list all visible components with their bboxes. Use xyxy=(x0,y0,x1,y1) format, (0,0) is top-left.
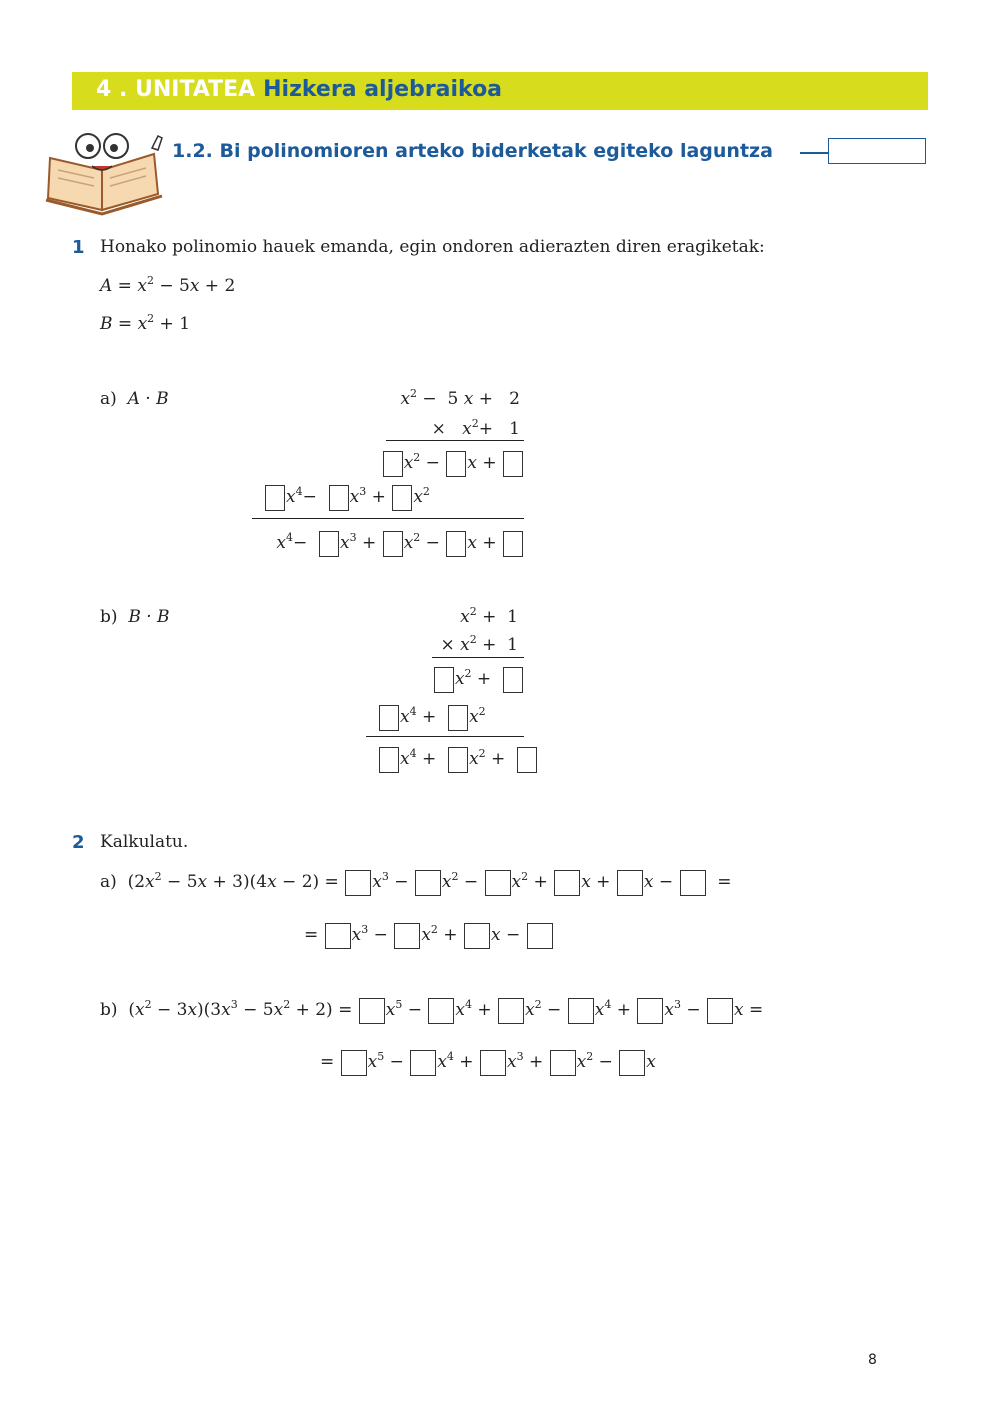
answer-box[interactable] xyxy=(517,747,537,773)
answer-box[interactable] xyxy=(428,998,454,1024)
product-row: $x^4- x^3 + x^2 - x$ + xyxy=(252,530,524,557)
exercise2a-row2: = $x^3 - x^2 + x$ − xyxy=(304,922,554,949)
answer-box[interactable] xyxy=(464,923,490,949)
answer-box[interactable] xyxy=(329,485,349,511)
product-row: $x^4 + x^2$ + xyxy=(378,746,538,773)
answer-box[interactable] xyxy=(383,531,403,557)
exercise1b-label: b) B · B xyxy=(100,607,170,627)
unit-label: 4 . UNITATEA Hizkera aljebraikoa xyxy=(96,77,503,102)
multiplier-row: × $x^2+ 1$ xyxy=(431,417,520,439)
exercise2-instruction: Kalkulatu. xyxy=(100,832,189,852)
exercise2-number: 2 xyxy=(72,832,85,853)
answer-box[interactable] xyxy=(503,451,523,477)
answer-box[interactable] xyxy=(485,870,511,896)
title-answer-box[interactable] xyxy=(828,138,926,164)
answer-box[interactable] xyxy=(341,1050,367,1076)
answer-box[interactable] xyxy=(319,531,339,557)
exercise2b-row1: b) $(x^2 - 3x)(3x^3 - 5x^2 + 2) = x^5 - x^4 + x^2 - x^4 + x^3 - x$ = xyxy=(100,997,763,1024)
answer-box[interactable] xyxy=(707,998,733,1024)
answer-box[interactable] xyxy=(498,998,524,1024)
partial-product-1: $x^2$ + xyxy=(400,666,524,693)
page-number: 8 xyxy=(868,1352,877,1368)
answer-box[interactable] xyxy=(415,870,441,896)
answer-box[interactable] xyxy=(345,870,371,896)
answer-box[interactable] xyxy=(383,451,403,477)
multiplier-row: × $x^2 + 1$ xyxy=(440,633,518,655)
answer-box[interactable] xyxy=(554,870,580,896)
partial-product-2: $x^4- x^3 + x^2$ xyxy=(264,484,430,511)
rule-line xyxy=(252,518,524,519)
exercise2b-row2: = $x^5 - x^4 + x^3 + x^2 - x$ xyxy=(320,1049,656,1076)
answer-box[interactable] xyxy=(637,998,663,1024)
answer-box[interactable] xyxy=(394,923,420,949)
partial-product-1: $x^2 - x$ + xyxy=(300,450,524,477)
multiplicand-row: $x^2 + 1$ xyxy=(460,605,518,627)
answer-box[interactable] xyxy=(379,747,399,773)
polynomial-a: $A = x^2 - 5x + 2$ xyxy=(100,274,236,296)
partial-product-2: $x^4 + x^2$ xyxy=(378,704,486,731)
answer-box[interactable] xyxy=(410,1050,436,1076)
answer-box[interactable] xyxy=(448,705,468,731)
rule-line xyxy=(366,736,524,737)
answer-box[interactable] xyxy=(619,1050,645,1076)
answer-box[interactable] xyxy=(550,1050,576,1076)
rule-line xyxy=(432,657,524,658)
unit-topic: Hizkera aljebraikoa xyxy=(263,77,503,102)
title-connector xyxy=(800,152,830,154)
unit-banner xyxy=(72,72,928,110)
polynomial-b: $B = x^2 + 1$ xyxy=(100,312,191,334)
exercise1-instruction: Honako polinomio hauek emanda, egin ondoren adierazten diren eragiketak: xyxy=(100,237,765,257)
answer-box[interactable] xyxy=(568,998,594,1024)
multiplicand-row: $x^2 - 5$ x + 2 xyxy=(400,387,520,409)
answer-box[interactable] xyxy=(503,667,523,693)
book-mascot-icon xyxy=(40,118,170,218)
answer-box[interactable] xyxy=(434,667,454,693)
answer-box[interactable] xyxy=(448,747,468,773)
answer-box[interactable] xyxy=(527,923,553,949)
exercise1-number: 1 xyxy=(72,237,85,258)
answer-box[interactable] xyxy=(379,705,399,731)
answer-box[interactable] xyxy=(446,531,466,557)
answer-box[interactable] xyxy=(359,998,385,1024)
exercise1a-label: a) A · B xyxy=(100,389,169,409)
section-title: 1.2. Bi polinomioren arteko biderketak egiteko laguntza xyxy=(172,140,773,162)
answer-box[interactable] xyxy=(325,923,351,949)
answer-box[interactable] xyxy=(680,870,706,896)
answer-box[interactable] xyxy=(446,451,466,477)
rule-line xyxy=(386,440,524,441)
exercise2a-row1: a) $(2x^2 - 5x + 3)(4x - 2) = x^3 - x^2 - x^2 + x + x$ − = xyxy=(100,869,732,896)
answer-box[interactable] xyxy=(392,485,412,511)
answer-box[interactable] xyxy=(265,485,285,511)
answer-box[interactable] xyxy=(480,1050,506,1076)
answer-box[interactable] xyxy=(617,870,643,896)
answer-box[interactable] xyxy=(503,531,523,557)
